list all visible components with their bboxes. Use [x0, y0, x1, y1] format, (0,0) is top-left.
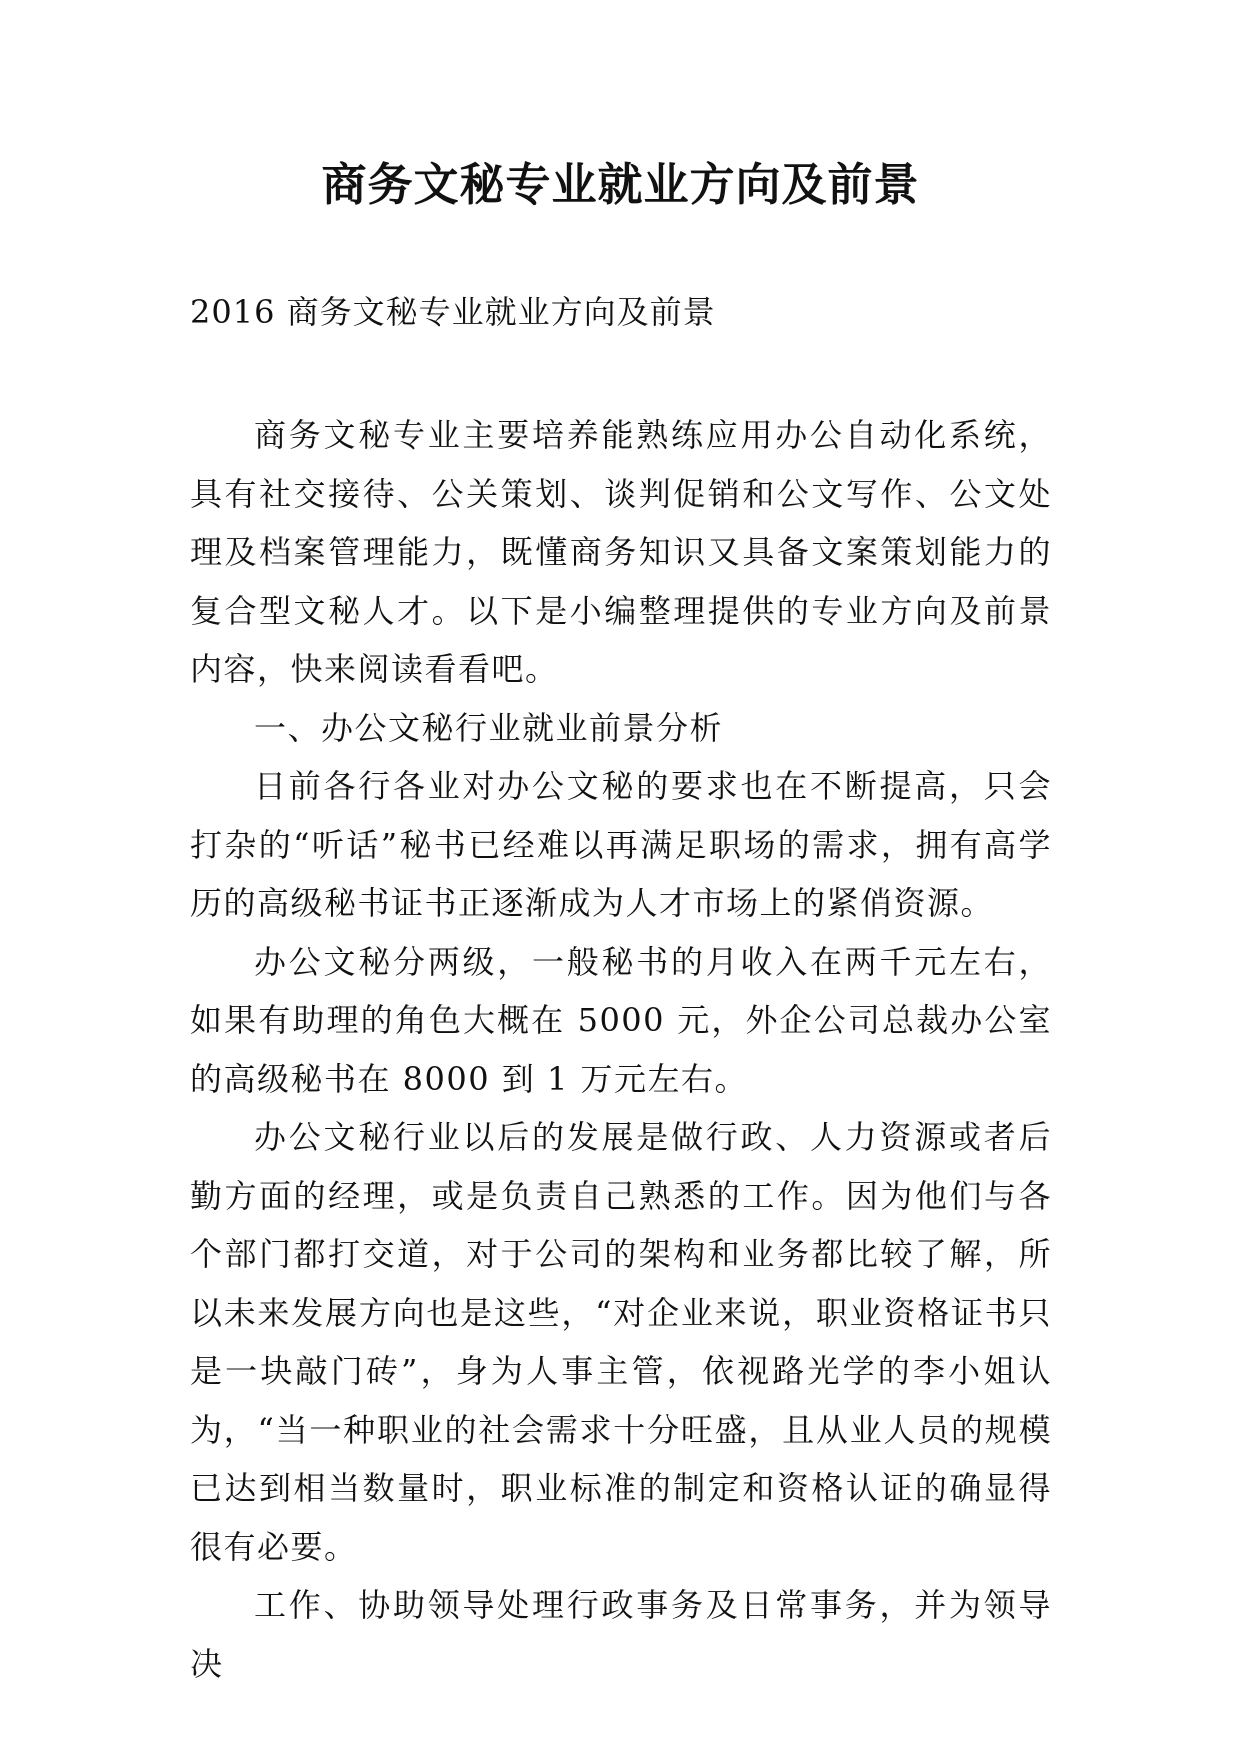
document-body [190, 406, 1052, 1693]
document-subtitle: 2016 商务文秘专业就业方向及前景 [190, 293, 716, 331]
paragraph-salary: 办公文秘分两级，一般秘书的月收入在两千元左右，如果有助理的角色大概在 5000 元，外企公司总裁办公室的高级秘书在 8000 到 1 万元左右。 [190, 942, 1052, 1098]
paragraph-duties: 工作、协助领导处理行政事务及日常事务，并为领导决 [190, 1586, 1052, 1683]
section-heading: 一、办公文秘行业就业前景分析 [254, 708, 724, 747]
paragraph-intro: 商务文秘专业主要培养能熟练应用办公自动化系统，具有社交接待、公关策划、谈判促销和公文写作、公文处理及档案管理能力，既懂商务知识又具备文案策划能力的复合型文秘人才。以下是小编整理提供的专业方向及前景内容，快来阅读看看吧。 [190, 416, 1052, 688]
document-title: 商务文秘专业就业方向及前景 [321, 158, 920, 211]
paragraph-development: 办公文秘行业以后的发展是做行政、人力资源或者后勤方面的经理，或是负责自己熟悉的工作。因为他们与各个部门都打交道，对于公司的架构和业务都比较了解，所以未来发展方向也是这些，“对企业来说，职业资格证书只是一块敲门砖”，身为人事主管，依视路光学的李小姐认为，“当一种职业的社会需求十分旺盛，且从业人员的规模已达到相当数量时，职业标准的制定和资格认证的确显得很有必要。 [190, 1118, 1052, 1566]
paragraph-requirements: 日前各行各业对办公文秘的要求也在不断提高，只会打杂的“听话”秘书已经难以再满足职场的需求，拥有高学历的高级秘书证书正逐渐成为人才市场上的紧俏资源。 [190, 767, 1052, 922]
